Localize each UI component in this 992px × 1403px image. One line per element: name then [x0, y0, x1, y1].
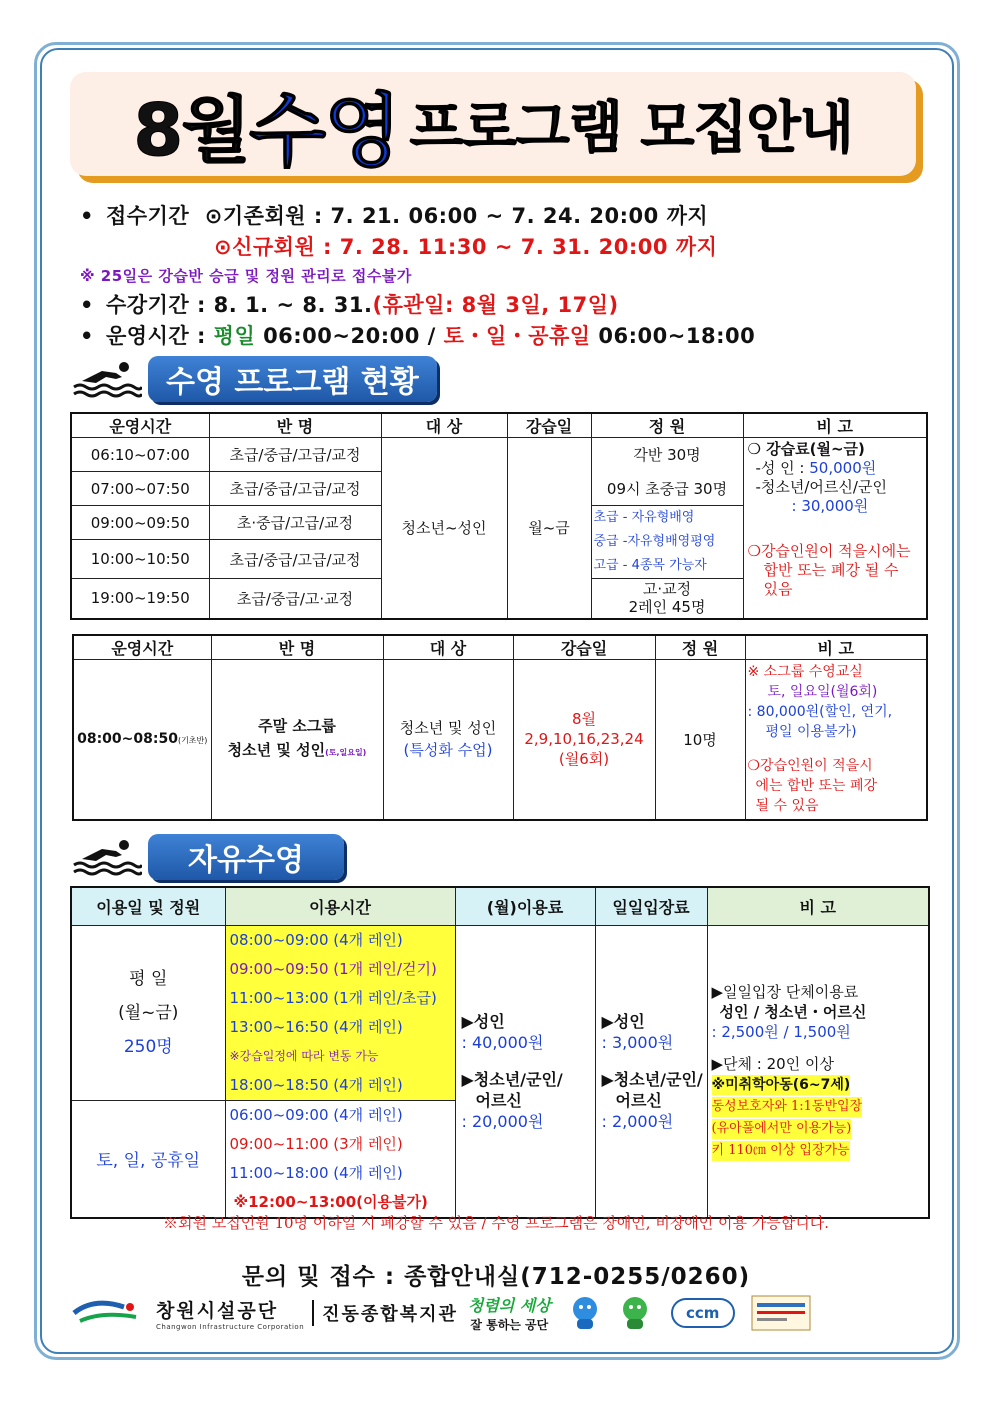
target: 청소년~성인	[381, 438, 507, 619]
weekend-program-table	[72, 634, 928, 821]
org-name: 창원시설공단	[156, 1299, 279, 1322]
row-time: 19:00~19:50	[71, 579, 209, 619]
registration-existing: • 접수기간 ⊙기존회원 : 7. 21. 06:00 ~ 7. 24. 20:00 까지	[80, 204, 709, 228]
col-header: 이용일 및 정원	[71, 887, 225, 925]
title-swim: 수영	[248, 84, 400, 178]
certificate-icon	[751, 1295, 811, 1331]
weekday-info: 평 일 (월~금) 250명	[71, 925, 225, 1100]
divider	[312, 1300, 314, 1326]
col-header: 대 상	[381, 413, 507, 438]
swimmer-icon	[72, 837, 142, 877]
org-name-en: Changwon Infrastructure Corporation	[156, 1322, 305, 1331]
col-header: 운영시간	[73, 635, 211, 660]
daily-fee: ▶성인 : 3,000원 ▶청소년/군인/ 어르신 : 2,000원	[595, 925, 707, 1218]
col-header: 반 명	[211, 635, 383, 660]
slogan-block	[468, 1293, 551, 1333]
row-class: 초급/중급/고급/교정	[209, 472, 381, 506]
col-header: 정 원	[655, 635, 745, 660]
slogan-sub: 잘 통하는 공단	[470, 1318, 549, 1332]
remarks: ❍ 강습료(월~금) -성 인 : 50,000원 -청소년/어르신/군인 : 30,000원 ❍강습인원이 적을시에는 합반 또는 폐강 될 수 있음	[743, 438, 927, 619]
col-header: (월)이용료	[455, 887, 595, 925]
footer-note: ※회원 모집인원 10명 이하일 시 폐강할 수 있음 / 수영 프로그램은 장애인, 비장애인 이용 가능합니다.	[162, 1214, 830, 1232]
col-header: 대 상	[383, 635, 513, 660]
registration-note: ※ 25일은 강습반 승급 및 정원 관리로 접수불가	[80, 267, 412, 285]
weekend-remarks: ※ 소그룹 수영교실 토, 일요일(월6회) : 80,000원(할인, 연기, 평일 이용불가) ❍강습인원이 적을시 에는 합반 또는 폐강 될 수 있음	[745, 660, 927, 820]
capacity-1: 각반 30명	[591, 438, 743, 472]
col-header: 정 원	[591, 413, 743, 438]
weekend-target: 청소년 및 성인 (특성화 수업)	[383, 660, 513, 820]
ccm-logo: ccm	[671, 1298, 735, 1328]
free-swim-remarks: ▶일일입장 단체이용료 성인 / 청소년・어르신 : 2,500원 / 1,500원 ▶단체 : 20인 이상 ※미취학아동(6~7세) 동성보호자와 1:1동반입장 (유아풀에서만 이용가능) 키 110㎝ 이상 입장가능	[707, 925, 929, 1218]
col-header: 강습일	[513, 635, 655, 660]
weekend-time: 08:00~08:50(기초반)	[73, 660, 211, 820]
title-rest: 프로그램 모집안내	[409, 96, 853, 161]
col-header: 강습일	[507, 413, 591, 438]
org-block	[156, 1296, 304, 1331]
section-program-title: 수영 프로그램 현황	[148, 356, 437, 402]
contact-info: 문의 및 접수 : 종합안내실(712-0255/0260)	[241, 1264, 751, 1290]
capacity-correction: 고·교정 2레인 45명	[591, 579, 743, 619]
row-class: 초급/중급/고급/교정	[209, 438, 381, 472]
weekend-class: 주말 소그룹 청소년 및 성인(토,일요일)	[211, 660, 383, 820]
weekend-times: 06:00~09:00 (4개 레인) 09:00~11:00 (3개 레인) 11:00~18:00 (4개 레인) ※12:00~13:00(이용불가)	[225, 1100, 455, 1218]
program-table	[70, 412, 928, 620]
title-month: 8월	[133, 88, 249, 172]
section-free-swim-title: 자유수영	[148, 834, 344, 880]
branch-name: 진동종합복지관	[322, 1304, 458, 1325]
section-program-head	[72, 354, 437, 404]
period: • 수강기간 : 8. 1. ~ 8. 31.(휴관일: 8월 3일, 17일)	[80, 293, 619, 317]
registration-new: ⊙신규회원 : 7. 28. 11:30 ~ 7. 31. 20:00 까지	[214, 235, 718, 259]
weekend-info: 토, 일, 공휴일	[71, 1100, 225, 1218]
footer-logos	[70, 1292, 930, 1334]
row-time: 10:00~10:50	[71, 540, 209, 579]
col-header: 비 고	[743, 413, 927, 438]
row-time: 06:10~07:00	[71, 438, 209, 472]
weekend-capacity: 10명	[655, 660, 745, 820]
col-header: 운영시간	[71, 413, 209, 438]
swimmer-icon	[72, 359, 142, 399]
col-header: 일일입장료	[595, 887, 707, 925]
col-header: 이용시간	[225, 887, 455, 925]
slogan-title: 청렴의 세상	[467, 1296, 551, 1315]
mascot-green-icon	[615, 1293, 655, 1333]
row-class: 초급/중급/고·교정	[209, 579, 381, 619]
weekend-days: 8월 2,9,10,16,23,24 (월6회)	[513, 660, 655, 820]
col-header: 반 명	[209, 413, 381, 438]
capacity-2: 09시 초중급 30명	[591, 472, 743, 506]
row-class: 초급/중급/고급/교정	[209, 540, 381, 579]
monthly-fee: ▶성인 : 40,000원 ▶청소년/군인/ 어르신 : 20,000원	[455, 925, 595, 1218]
row-time: 09:00~09:50	[71, 506, 209, 540]
mascot-blue-icon	[565, 1293, 605, 1333]
weekday-times: 08:00~09:00 (4개 레인) 09:00~09:50 (1개 레인/걷기) 11:00~13:00 (1개 레인/초급) 13:00~16:50 (4개 레인) ※강습일정에 따라 변동 가능 18:00~18:50 (4개 레인)	[225, 925, 455, 1100]
col-header: 비 고	[745, 635, 927, 660]
section-free-swim-head	[72, 832, 344, 882]
row-class: 초·중급/고급/교정	[209, 506, 381, 540]
operating-hours: • 운영시간 : 평일 06:00~20:00 / 토・일・공휴일 06:00~18:00	[80, 324, 756, 348]
capacity-levels: 초급 - 자유형배영 중급 -자유형배영평영 고급 - 4종목 가능자	[591, 506, 743, 579]
title-banner	[70, 72, 916, 176]
col-header: 비 고	[707, 887, 929, 925]
free-swim-table	[70, 886, 930, 1219]
row-time: 07:00~07:50	[71, 472, 209, 506]
days: 월~금	[507, 438, 591, 619]
gyeongnam-logo-icon	[70, 1295, 146, 1331]
